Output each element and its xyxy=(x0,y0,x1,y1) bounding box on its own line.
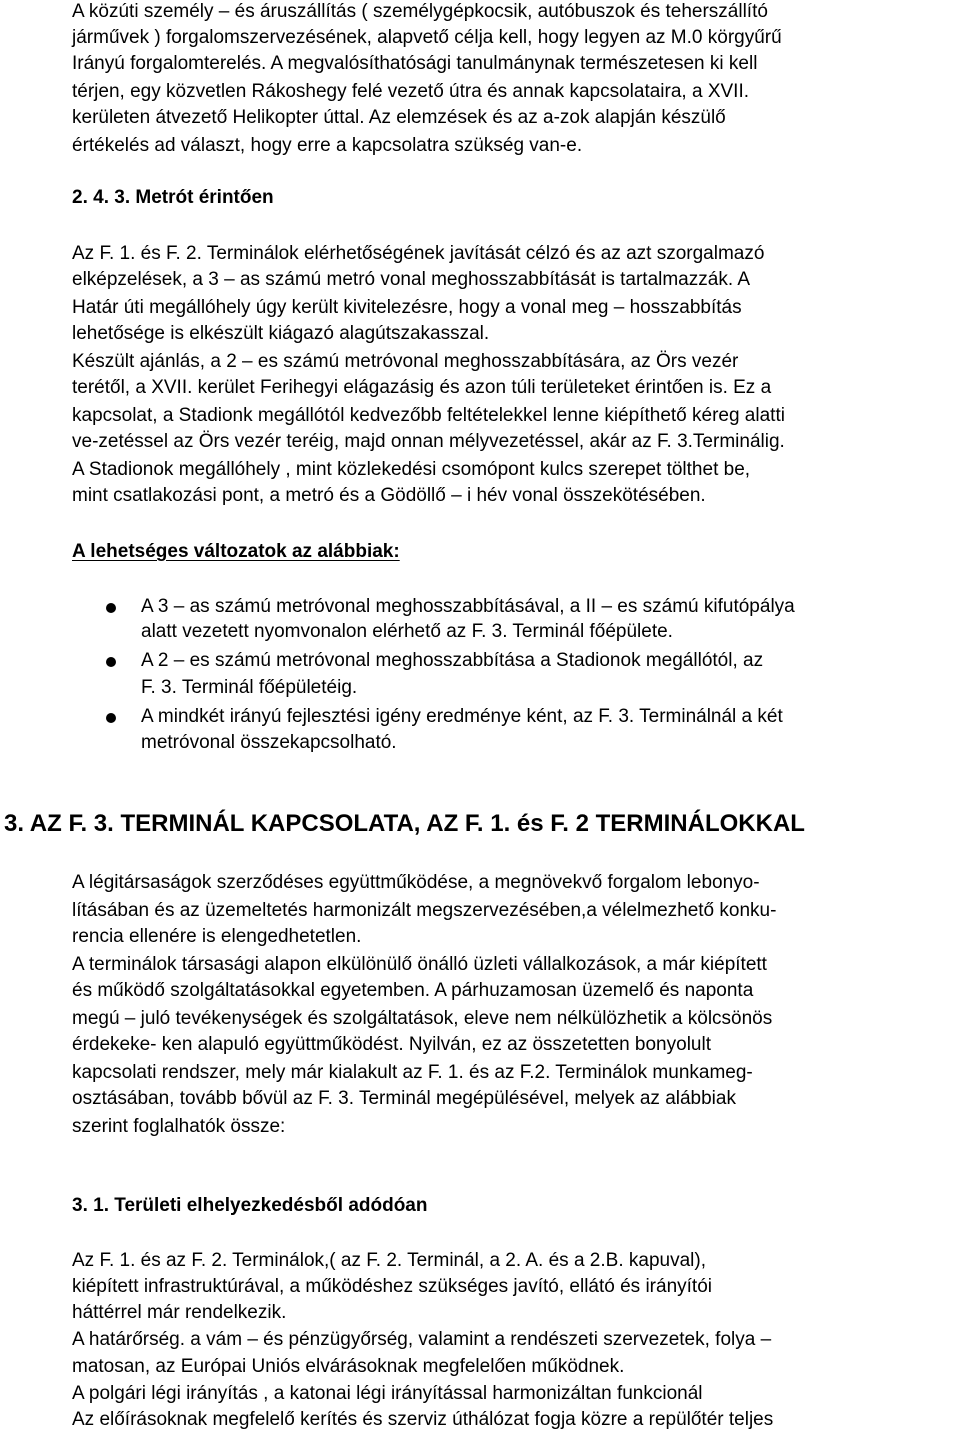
paragraph-line: szerint foglalhatók össze: xyxy=(72,1116,286,1137)
paragraph-line: rencia ellenére is elengedhetetlen. xyxy=(72,926,362,947)
paragraph-line: elképzelések, a 3 – as számú metró vonal meghosszabbítását is tartalmazzák. A xyxy=(72,269,750,290)
intro-line: térjen, egy közvetlen Rákoshegy felé vezető útra és annak kapcsolataira, a XVII. xyxy=(72,81,749,102)
paragraph-line: Határ úti megállóhely úgy került kivitelezésre, hogy a vonal meg – hosszabbítás xyxy=(72,297,742,318)
bullet-icon xyxy=(106,713,116,723)
list-item-line: A 3 – as számú metróvonal meghosszabbításával, a II – es számú kifutópálya xyxy=(141,596,795,617)
paragraph-line: ve-zetéssel az Örs vezér teréig, majd onnan mélyvezetéssel, akár az F. 3.Terminálig. xyxy=(72,431,785,452)
paragraph-line: és működő szolgáltatásokkal egyetemben. A párhuzamosan üzemelő és naponta xyxy=(72,980,754,1001)
paragraph-line: A terminálok társasági alapon elkülönülő önálló üzleti vállalkozások, a már kiépített xyxy=(72,954,767,975)
paragraph-line: érdekeke- ken alapuló együttműködést. Nyilván, ez az összetetten bonyolult xyxy=(72,1034,711,1055)
paragraph-line: A határőrség. a vám – és pénzügyőrség, valamint a rendészeti szervezetek, folya – xyxy=(72,1329,772,1350)
paragraph-line: Az előírásoknak megfelelő kerítés és szerviz úthálózat fogja közre a repülőtér teljes xyxy=(72,1409,774,1430)
section-heading-metro: 2. 4. 3. Metrót érintően xyxy=(72,187,274,208)
list-item-line: F. 3. Terminál főépületéig. xyxy=(141,677,358,698)
chapter-heading: 3. AZ F. 3. TERMINÁL KAPCSOLATA, AZ F. 1. és F. 2 TERMINÁLOKKAL xyxy=(4,810,805,837)
paragraph-line: matosan, az Európai Uniós elvárásoknak megfelelően működnek. xyxy=(72,1356,625,1377)
list-item-line: A 2 – es számú metróvonal meghosszabbítása a Stadionok megállótól, az xyxy=(141,650,764,671)
paragraph-line: Készült ajánlás, a 2 – es számú metróvonal meghosszabbítására, az Örs vezér xyxy=(72,351,739,372)
paragraph-line: A légitársaságok szerződéses együttműködése, a megnövekvő forgalom lebonyo- xyxy=(72,872,760,893)
variants-heading: A lehetséges változatok az alábbiak: xyxy=(72,541,400,562)
paragraph-line: kapcsolati rendszer, mely már kialakult az F. 1. és az F.2. Terminálok munkameg- xyxy=(72,1062,753,1083)
intro-line: Irányú forgalomterelés. A megvalósíthatósági tanulmánynak természetesen ki kell xyxy=(72,53,758,74)
paragraph-line: kiépített infrastruktúrával, a működéshez szükséges javító, ellátó és irányítói xyxy=(72,1276,712,1297)
list-item-line: metróvonal összekapcsolható. xyxy=(141,732,397,753)
paragraph-line: kapcsolat, a Stadionk megállótól kedvezőbb feltételekkel lenne kiépíthető kéreg alatti xyxy=(72,405,785,426)
paragraph-line: megú – juló tevékenységek és szolgáltatások, eleve nem nélkülözhetik a kölcsönös xyxy=(72,1008,773,1029)
paragraph-line: Az F. 1. és az F. 2. Terminálok,( az F. 2. Terminál, a 2. A. és a 2.B. kapuval), xyxy=(72,1250,706,1271)
paragraph-line: terétől, a XVII. kerület Ferihegyi elágazásig és azon túli területeket érintően is. Ez a xyxy=(72,377,772,398)
intro-line: értékelés ad választ, hogy erre a kapcsolatra szükség van-e. xyxy=(72,135,583,156)
intro-line: kerületen átvezető Helikopter úttal. Az elemzések és az a-zok alapján készülő xyxy=(72,107,726,128)
intro-line: A közúti személy – és áruszállítás ( személygépkocsik, autóbuszok és teherszállító xyxy=(72,1,768,22)
paragraph-line: osztásában, tovább bővül az F. 3. Terminál megépülésével, melyek az alábbiak xyxy=(72,1088,736,1109)
paragraph-line: A Stadionok megállóhely , mint közlekedési csomópont kulcs szerepet tölthet be, xyxy=(72,459,751,480)
list-item-line: A mindkét irányú fejlesztési igény eredménye ként, az F. 3. Terminálnál a két xyxy=(141,706,783,727)
bullet-icon xyxy=(106,603,116,613)
paragraph-line: mint csatlakozási pont, a metró és a Gödöllő – i hév vonal összekötésében. xyxy=(72,485,706,506)
paragraph-line: háttérrel már rendelkezik. xyxy=(72,1302,287,1323)
paragraph-line: lításában és az üzemeltetés harmonizált megszervezésében,a vélelmezhető konku- xyxy=(72,900,777,921)
paragraph-line: A polgári légi irányítás , a katonai légi irányítással harmonizáltan funkcionál xyxy=(72,1383,703,1404)
list-item-line: alatt vezetett nyomvonalon elérhető az F. 3. Terminál főépülete. xyxy=(141,621,673,642)
paragraph-line: lehetősége is elkészült kiágazó alagútszakasszal. xyxy=(72,323,490,344)
intro-line: járművek ) forgalomszervezésének, alapvető célja kell, hogy legyen az M.0 körgyűrű xyxy=(72,27,782,48)
bullet-icon xyxy=(106,657,116,667)
paragraph-line: Az F. 1. és F. 2. Terminálok elérhetőségének javítását célzó és az azt szorgalmazó xyxy=(72,243,765,264)
subsection-heading: 3. 1. Területi elhelyezkedésből adódóan xyxy=(72,1195,428,1216)
